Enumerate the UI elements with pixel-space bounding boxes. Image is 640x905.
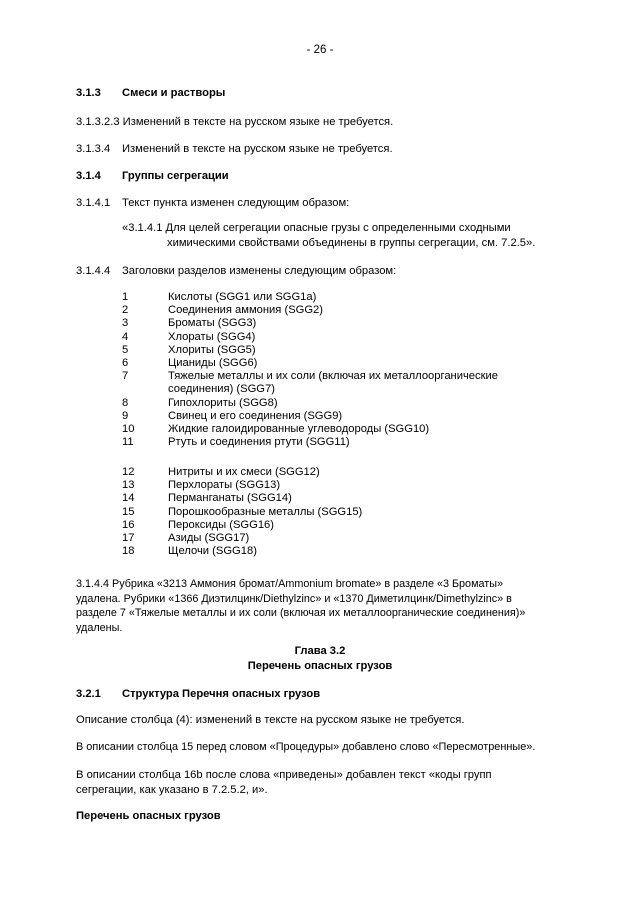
paragraph-number: 3.1.4.4 [76,265,111,277]
list-item [122,436,542,449]
list-item-text: Хлораты (SGG4) [168,330,256,343]
list-item-number: 14 [122,492,135,505]
list-item-text: Жидкие галоидированные углеводороды (SGG10) [168,423,430,436]
chapter-title: Глава 3.2 [294,645,346,657]
paragraph-column-16b [76,768,564,798]
list-item-text: Хлориты (SGG5) [168,343,256,356]
section-number: 3.2.1 [76,688,101,700]
paragraph-column-4: Описание столбца (4): изменений в тексте на русском языке не требуется. [76,714,465,726]
final-heading: Перечень опасных грузов [76,810,221,822]
list-item [122,370,542,383]
list-item [122,423,542,436]
list-item [122,317,542,330]
paragraph-3-1-4-4-deletions [76,577,564,635]
paragraph-text: Текст пункта изменен следующим образом: [122,197,350,209]
paragraph-number: 3.1.3.4 [76,143,111,155]
list-item-text: Перхлораты (SGG13) [168,479,281,492]
list-item [122,344,542,357]
list-item-number: 10 [122,423,135,436]
section-number: 3.1.4 [76,170,101,182]
list-item-number: 7 [122,370,129,383]
paragraph-line: 3.1.4.4 Рубрика «3213 Аммония бромат/Ammonium bromate» в разделе «3 Броматы» [76,578,503,590]
list-item-number: 3 [122,317,129,330]
list-item-text: Гипохлориты (SGG8) [168,396,278,409]
paragraph-3-1-3-2-3: 3.1.3.2.3 Изменений в тексте на русском языке не требуется. [76,116,394,128]
list-item-text: Пероксиды (SGG16) [168,518,275,531]
list-item-text: Кислоты (SGG1 или SGG1a) [168,291,317,303]
list-item [122,532,542,545]
paragraph-column-15: В описании столбца 15 перед словом «Процедуры» добавлено слово «Пересмотренные». [76,741,536,753]
list-item-text: Щелочи (SGG18) [168,545,257,558]
list-item-number: 2 [122,304,129,317]
list-item-text: Порошкообразные металлы (SGG15) [168,505,363,518]
list-item-number: 18 [122,545,135,558]
list-item-number: 13 [122,479,135,492]
list-item-number: 16 [122,518,135,531]
list-item-number: 6 [122,357,129,370]
list-item [122,397,542,410]
list-item [122,410,542,423]
section-heading-3-1-3 [76,86,564,101]
list-item-text: Цианиды (SGG6) [168,357,258,370]
paragraph-3-1-3-4 [76,142,564,157]
list-item-number: 9 [122,409,129,422]
paragraph-line: удалены. [76,621,123,634]
list-item-text: Соединения аммония (SGG2) [168,304,324,317]
list-item-text: Ртуть и соединения ртути (SGG11) [168,436,350,449]
paragraph-text: Изменений в тексте на русском языке не требуется. [122,143,393,155]
list-item [122,466,542,479]
paragraph-3-1-4-1 [76,196,564,211]
section-number: 3.1.3 [76,87,101,99]
list-item-number: 15 [122,505,135,518]
list-item-number: 12 [122,466,135,478]
list-item-text: Тяжелые металлы и их соли (включая их металлоорганические [168,370,498,383]
section-heading-3-1-4 [76,169,564,184]
list-item-number: 17 [122,532,135,545]
quote-line: «3.1.4.1 Для целей сегрегации опасные грузы с определенными сходными [122,222,511,234]
list-item-number: 5 [122,343,129,356]
list-item [122,519,542,532]
section-title: Группы сегрегации [122,170,229,182]
list-item [122,331,542,344]
page-number: - 26 - [306,44,334,56]
list-item [122,291,542,304]
section-title: Смеси и растворы [122,87,226,99]
list-item-text: соединения) (SGG7) [168,383,275,396]
quoted-amendment [122,221,564,251]
list-item-number: 1 [122,291,129,303]
list-item-text: Нитриты и их смеси (SGG12) [168,466,320,478]
paragraph-3-1-4-4-headings [76,264,564,279]
list-item [122,506,542,519]
paragraph-line: В описании столбца 16b после слова «приведены» добавлен текст «коды групп [76,769,492,781]
list-item-text: Броматы (SGG3) [168,317,257,330]
list-item-continuation [122,383,542,396]
list-item-text: Свинец и его соединения (SGG9) [168,409,343,422]
list-item [122,479,542,492]
paragraph-line: сегрегации, как указано в 7.2.5.2, и». [76,784,268,796]
list-item-text: Азиды (SGG17) [168,532,250,545]
list-item [122,357,542,370]
segregation-group-list-2 [122,466,542,558]
list-item-text: Перманганаты (SGG14) [168,492,292,505]
chapter-subtitle: Перечень опасных грузов [247,660,393,672]
paragraph-line: удалена. Рубрики «1366 Диэтилцинк/Diethylzinc» и «1370 Диметилцинк/Dimethylzinc» в [76,592,512,605]
quote-line: химическими свойствами объединены в группы сегрегации, см. 7.2.5». [167,237,536,249]
paragraph-number: 3.1.4.1 [76,197,111,209]
list-item-number: 11 [122,436,134,449]
list-item [122,545,542,558]
list-item [122,304,542,317]
list-item [122,492,542,505]
list-item-number: 8 [122,396,129,409]
segregation-group-list-1 [122,291,542,449]
paragraph-line: разделе 7 «Тяжелые металлы и их соли (включая их металлоорганические соединения)» [76,607,526,620]
paragraph-text: Заголовки разделов изменены следующим образом: [122,265,397,277]
list-item-number: 4 [122,330,129,343]
section-title: Структура Перечня опасных грузов [122,688,321,700]
section-heading-3-2-1 [76,687,564,702]
